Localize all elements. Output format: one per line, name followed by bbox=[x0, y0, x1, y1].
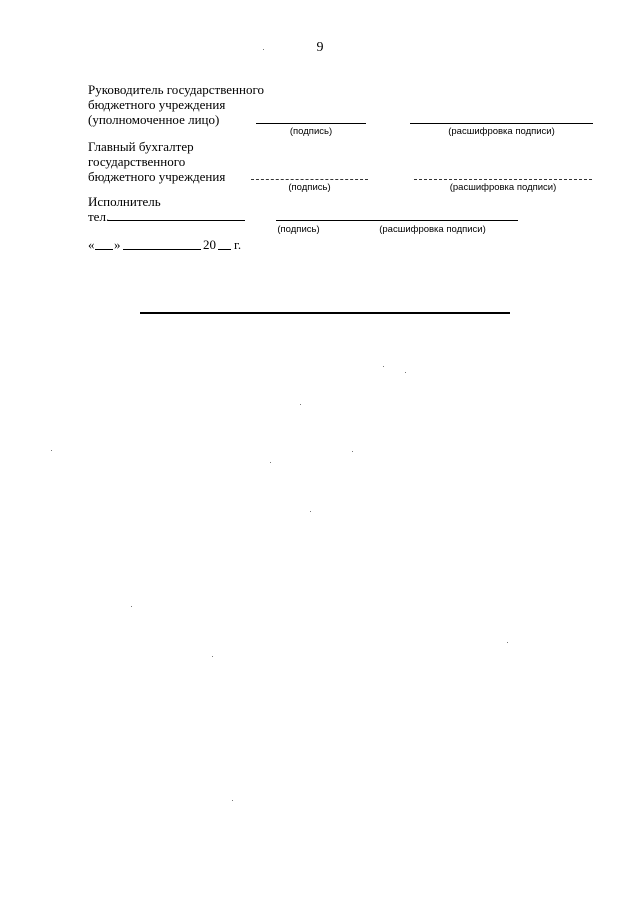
head-decoding-caption: (расшифровка подписи) bbox=[448, 126, 555, 137]
scan-speck bbox=[300, 404, 301, 405]
date-year-prefix: 20 bbox=[203, 237, 216, 252]
scan-speck bbox=[310, 511, 311, 512]
executor-signature-caption: (подпись) bbox=[277, 224, 320, 235]
date-year-suffix: г. bbox=[234, 237, 242, 252]
executor-phone-line[interactable] bbox=[108, 220, 245, 221]
accountant-decoding-line[interactable] bbox=[414, 179, 592, 180]
page-number: 9 bbox=[316, 40, 324, 55]
accountant-signature-caption: (подпись) bbox=[288, 182, 331, 193]
date-year-line[interactable] bbox=[218, 249, 231, 250]
head-decoding-line[interactable] bbox=[410, 123, 593, 124]
executor-decoding-caption: (расшифровка подписи) bbox=[379, 224, 486, 235]
head-label-line-2: бюджетного учреждения bbox=[88, 97, 226, 112]
date-open-quote: « bbox=[88, 237, 95, 252]
scan-speck bbox=[507, 642, 508, 643]
scan-speck bbox=[131, 606, 132, 607]
executor-tel-label: тел. bbox=[88, 209, 110, 224]
accountant-label-line-2: государственного bbox=[88, 154, 186, 169]
date-month-line[interactable] bbox=[123, 249, 201, 250]
separator-bar bbox=[140, 312, 510, 314]
accountant-label-line-1: Главный бухгалтер bbox=[88, 139, 194, 154]
executor-signature-decoding-line[interactable] bbox=[276, 220, 518, 221]
scan-speck bbox=[270, 462, 271, 463]
scan-speck bbox=[232, 800, 233, 801]
date-close-quote: » bbox=[114, 237, 121, 252]
date-day-line[interactable] bbox=[95, 249, 113, 250]
scan-speck bbox=[405, 372, 406, 373]
head-label-line-3: (уполномоченное лицо) bbox=[88, 112, 220, 127]
scan-speck bbox=[383, 366, 384, 367]
head-label-line-1: Руководитель государственного bbox=[88, 82, 264, 97]
scan-speck bbox=[352, 451, 353, 452]
scan-speck bbox=[51, 450, 52, 451]
accountant-label-line-3: бюджетного учреждения bbox=[88, 169, 226, 184]
scan-speck bbox=[212, 656, 213, 657]
head-signature-line[interactable] bbox=[256, 123, 366, 124]
accountant-signature-line[interactable] bbox=[251, 179, 368, 180]
executor-label: Исполнитель bbox=[88, 194, 161, 209]
accountant-decoding-caption: (расшифровка подписи) bbox=[449, 182, 557, 193]
head-signature-caption: (подпись) bbox=[289, 126, 333, 137]
scan-speck bbox=[263, 49, 264, 50]
